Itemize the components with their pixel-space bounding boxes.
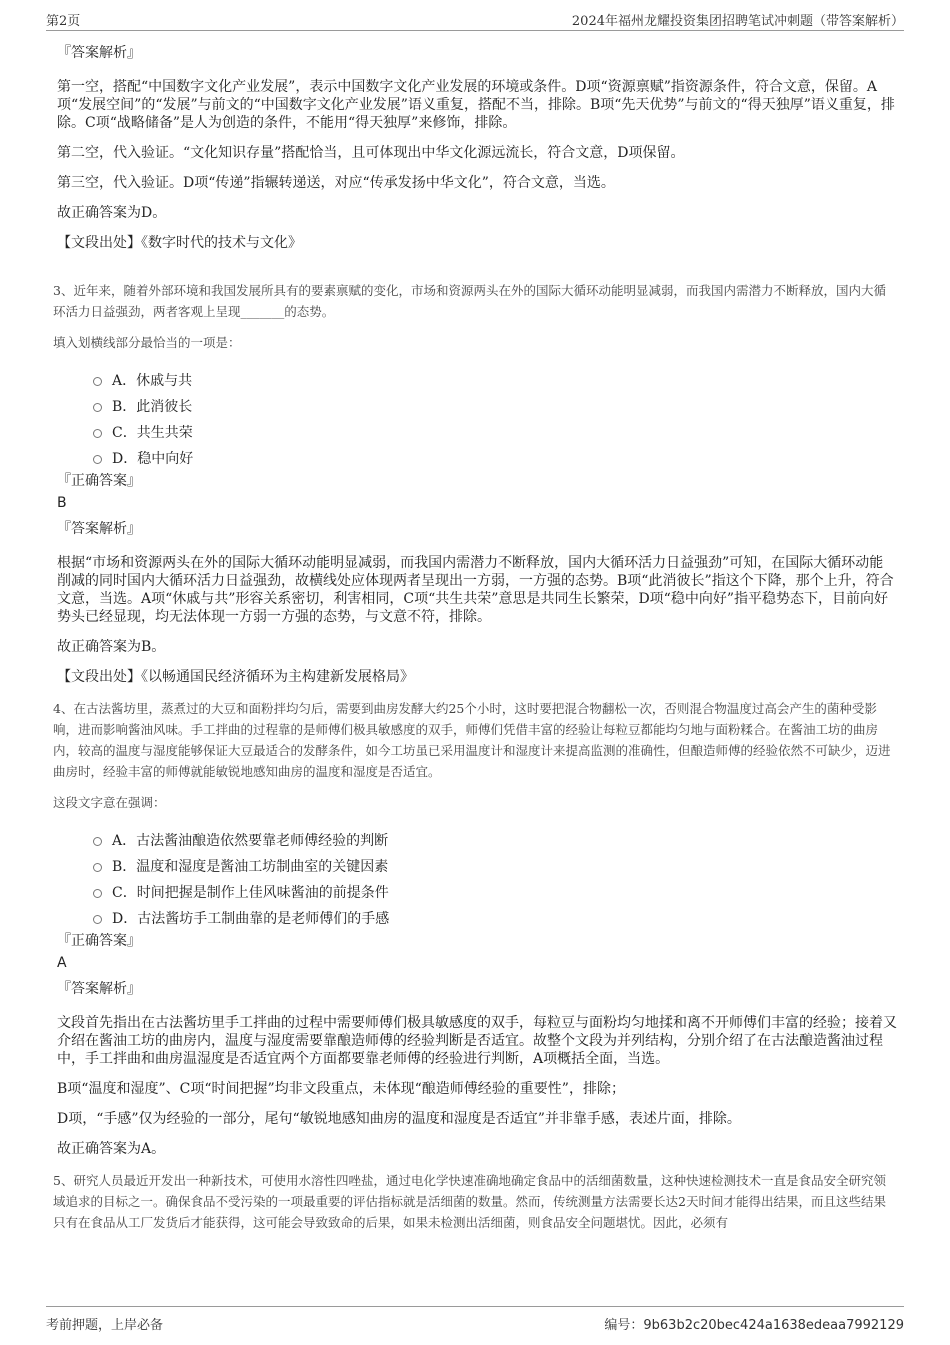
radio-icon[interactable]: [93, 915, 102, 924]
question-prompt: 这段文字意在强调：: [53, 795, 166, 810]
question-text: 4、在古法酱坊里，蒸煮过的大豆和面粉拌均匀后，需要到曲房发酵大约25个小时，这时要把混合物翻松一次，否则混合物温度过高会产生的菌种受影响，进而影响酱油风味。手工拌曲的过程靠的是师傅们极具敏感度的双手，师傅们凭借丰富的经验让每粒豆都能均匀地与面粉糅合。在酱油工坊的曲房内，较高的温度与湿度能够保证大豆最适合的发酵条件，如今工坊虽已采用温度计和湿度计来提高监测的准确性，但酿造师傅的经验依然不可缺少，迈进曲房时，经验丰富的师傅就能敏锐地感知曲房的温度和湿度是否适宜。: [53, 701, 891, 779]
correct-answer: A: [57, 955, 67, 971]
analysis-paragraph: 第三空，代入验证。D项“传递”指辗转递送，对应“传承发扬中华文化”，符合文意，当选。: [57, 175, 615, 191]
conclusion: 故正确答案为A。: [57, 1141, 166, 1157]
option-a[interactable]: A．休戚与共: [93, 368, 897, 394]
analysis-paragraph: 第二空，代入验证。“文化知识存量”搭配恰当，且可体现出中华文化源远流长，符合文意，D项保留。: [57, 145, 685, 161]
source-citation: 【文段出处】《以畅通国民经济循环为主构建新发展格局》: [57, 669, 414, 685]
document-code: 编号：9b63b2c20bec424a1638edeaa7992129: [604, 1318, 904, 1333]
radio-icon[interactable]: [93, 889, 102, 898]
radio-icon[interactable]: [93, 429, 102, 438]
page-header: [46, 8, 904, 31]
analysis-label: 『答案解析』: [57, 45, 141, 61]
page-content: [53, 44, 897, 1233]
option-c[interactable]: C．时间把握是制作上佳风味酱油的前提条件: [93, 880, 897, 906]
analysis-paragraph: B项“温度和湿度”、C项“时间把握”均非文段重点，未体现“酿造师傅经验的重要性”，排除；: [57, 1081, 625, 1097]
conclusion: 故正确答案为B。: [57, 639, 166, 655]
correct-answer-label: 『正确答案』: [57, 473, 141, 489]
question-text: 5、研究人员最近开发出一种新技术，可使用水溶性四唑盐，通过电化学快速准确地确定食品中的活细菌数量，这种快速检测技术一直是食品安全研究领域追求的目标之一。确保食品不受污染的一项最重要的评估指标就是活细菌的数量。然而，传统测量方法需要长达2天时间才能得出结果，而且这些结果只有在食品从工厂发货后才能获得，这可能会导致致命的后果，如果未检测出活细菌，则食品安全问题堪忧。因此，必须有: [53, 1173, 886, 1230]
radio-icon[interactable]: [93, 403, 102, 412]
correct-answer-label: 『正确答案』: [57, 933, 141, 949]
question-text: 3、近年来，随着外部环境和我国发展所具有的要素禀赋的变化，市场和资源两头在外的国际大循环动能明显减弱，而我国内需潜力不断释放，国内大循环活力日益强劲，两者客观上呈现_______的态势。: [53, 283, 886, 319]
radio-icon[interactable]: [93, 377, 102, 386]
radio-icon[interactable]: [93, 863, 102, 872]
analysis-label: 『答案解析』: [57, 981, 141, 997]
analysis-label: 『答案解析』: [57, 521, 141, 537]
question-prompt: 填入划横线部分最恰当的一项是：: [53, 335, 241, 350]
option-d[interactable]: D．古法酱坊手工制曲靠的是老师傅们的手感: [93, 906, 897, 932]
footer-slogan: 考前押题，上岸必备: [46, 1318, 164, 1333]
source-citation: 【文段出处】《数字时代的技术与文化》: [57, 235, 302, 251]
analysis-paragraph: 第一空，搭配“中国数字文化产业发展”，表示中国数字文化产业发展的环境或条件。D项“资源禀赋”指资源条件，符合文意，保留。A项“发展空间”的“发展”与前文的“中国数字文化产业发展”语义重复，搭配不当，排除。B项“先天优势”与前文的“得天独厚”语义重复，排除。C项“战略储备”是人为创造的条件，不能用“得天独厚”来修饰，排除。: [57, 79, 895, 131]
radio-icon[interactable]: [93, 455, 102, 464]
analysis-paragraph: D项，“手感”仅为经验的一部分，尾句“敏锐地感知曲房的温度和湿度是否适宜”并非靠手感，表述片面，排除。: [57, 1111, 741, 1127]
option-list: [93, 368, 897, 472]
analysis-paragraph: 文段首先指出在古法酱坊里手工拌曲的过程中需要师傅们极具敏感度的双手，每粒豆与面粉均匀地揉和离不开师傅们丰富的经验；接着又介绍在酱油工坊的曲房内，温度与湿度需要靠酿造师傅的经验判断是否适宜。故整个文段为并列结构，分别介绍了在古法酿造酱油过程中，手工拌曲和曲房温湿度是否适宜两个方面都要靠老师傅的经验进行判断，A项概括全面，当选。: [57, 1015, 897, 1067]
option-b[interactable]: B．温度和湿度是酱油工坊制曲室的关键因素: [93, 854, 897, 880]
page-number: 第2页: [46, 14, 81, 29]
analysis-paragraph: 根据“市场和资源两头在外的国际大循环动能明显减弱，而我国内需潜力不断释放，国内大循环活力日益强劲”可知，在国际大循环动能削减的同时国内大循环活力日益强劲，故横线处应体现两者呈现出一方弱，一方强的态势。B项“此消彼长”指这个下降，那个上升，符合文意，当选。A项“休戚与共”形容关系密切，利害相同，C项“共生共荣”意思是共同生长繁荣，D项“稳中向好”指平稳势态下，目前向好势头已经显现，均无法体现一方弱一方强的态势，与文意不符，排除。: [57, 555, 894, 625]
document-title: 2024年福州龙耀投资集团招聘笔试冲刺题（带答案解析）: [571, 14, 904, 29]
option-b[interactable]: B．此消彼长: [93, 394, 897, 420]
option-c[interactable]: C．共生共荣: [93, 420, 897, 446]
option-d[interactable]: D．稳中向好: [93, 446, 897, 472]
option-list: [93, 828, 897, 932]
radio-icon[interactable]: [93, 837, 102, 846]
conclusion: 故正确答案为D。: [57, 205, 167, 221]
option-a[interactable]: A．古法酱油酿造依然要靠老师傅经验的判断: [93, 828, 897, 854]
correct-answer: B: [57, 495, 67, 511]
page-footer: [46, 1306, 904, 1333]
